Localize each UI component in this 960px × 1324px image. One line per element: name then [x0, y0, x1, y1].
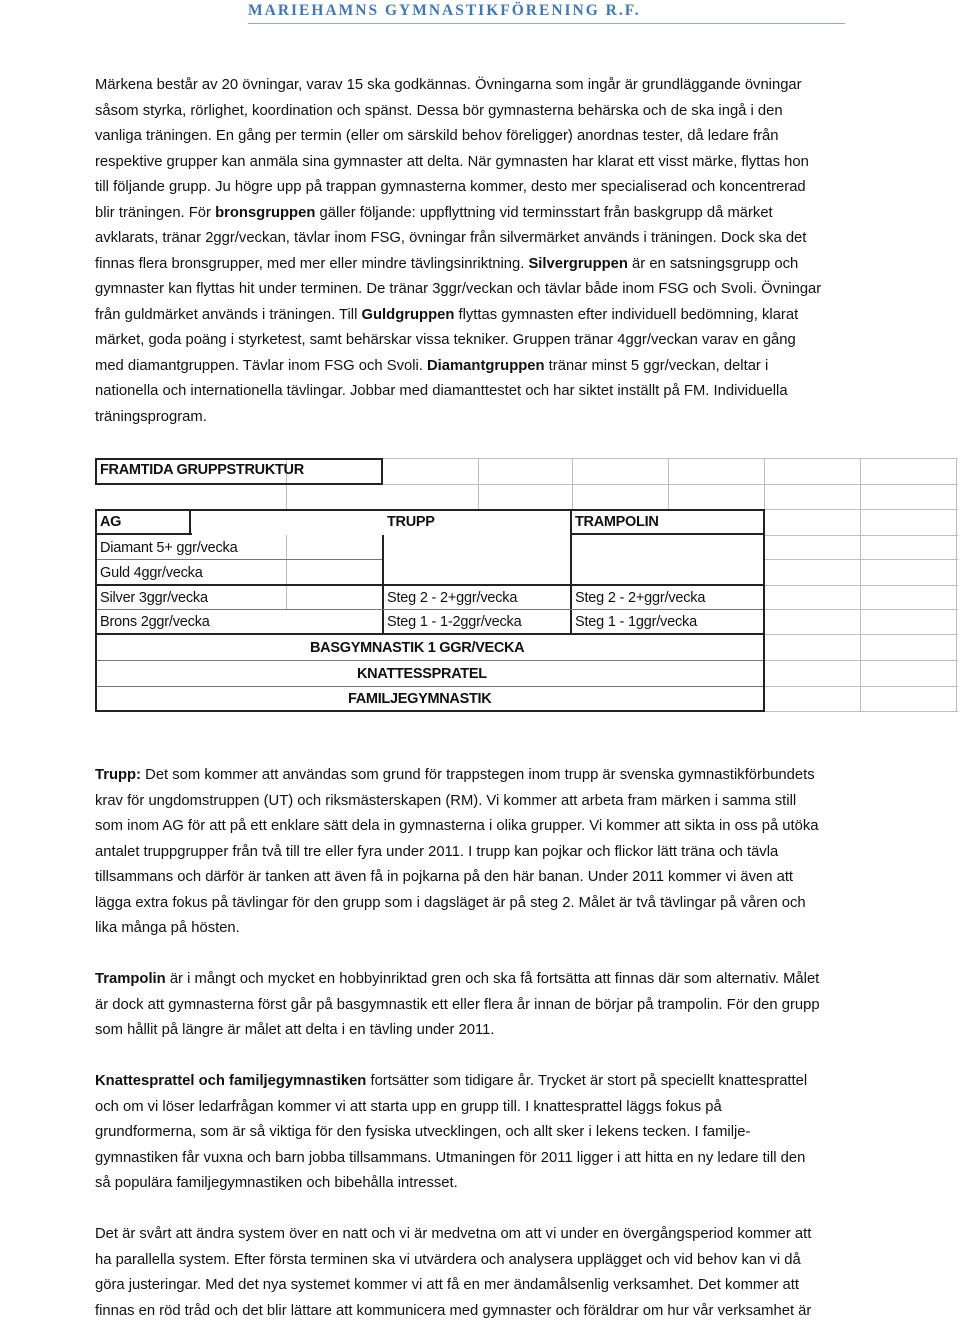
row-divider — [97, 584, 763, 586]
text-line: finnas en röd tråd och det blir lättare att kommunicera med gymnaster och föräldrar om hur vår verksamhet är — [95, 1299, 855, 1324]
text-line: och om vi löser ledarfrågan kommer vi att starta upp en grupp till. I knattesprattel läggs fokus på — [95, 1095, 855, 1121]
text-line: märket, goda poäng i styrketest, samt behärskar vissa tekniker. Gruppen tränar 4ggr/veckan varav en gång — [95, 328, 855, 354]
grid-line — [764, 634, 958, 635]
trupp-term: Trupp: — [95, 767, 141, 783]
text-line: Knattesprattel och familjegymnastiken fortsätter som tidigare år. Trycket är stort på speciellt knattesprattel — [95, 1069, 855, 1095]
column-header-trupp: TRUPP — [387, 514, 435, 530]
text-line: som inom AG för att på ett enklare sätt dela in gymnasterna i olika grupper. Vi kommer att sikta in oss på utöka — [95, 814, 855, 840]
text-line: grundformerna, som är så viktiga för den fysiska utvecklingen, och allt sker i lekens tecken. I familje- — [95, 1120, 855, 1146]
table-cell-ag: Diamant 5+ ggr/vecka — [100, 540, 237, 556]
row-divider — [97, 660, 763, 661]
table-cell-trampolin: Steg 1 - 1ggr/vecka — [575, 614, 697, 630]
text-line: tillsammans och därför är tanken att även få in pojkarna på den här banan. Under 2011 kommer vi även att — [95, 865, 855, 891]
grid-line — [764, 711, 958, 712]
closing-paragraph — [95, 1222, 855, 1324]
grid-line — [382, 458, 958, 459]
table-cell-trupp: Steg 2 - 2+ggr/vecka — [387, 590, 517, 606]
row-divider — [95, 633, 765, 635]
table-cell-trupp: Steg 1 - 1-2ggr/vecka — [387, 614, 521, 630]
text-line: ha parallella system. Efter första terminen ska vi utvärdera och analysera upplägget och vid behov kan vi då — [95, 1248, 855, 1274]
grid-line — [764, 686, 958, 687]
column-header-ag: AG — [100, 514, 121, 530]
trampolin-term: Trampolin — [95, 971, 166, 987]
text-line: så populära familjegymnastiken och bibehålla intresset. — [95, 1171, 855, 1197]
text-line: lägga extra fokus på tävlingar för den grupp som i dagsläget är på steg 2. Målet är två tävlingar på våren och — [95, 891, 855, 917]
table-cell-base: BASGYMNASTIK 1 GGR/VECKA — [310, 640, 524, 656]
text-line: lika många på hösten. — [95, 916, 855, 942]
text-line: som hållit på längre är målet att delta i en tävling under 2011. — [95, 1018, 855, 1044]
text-line: blir träningen. För bronsgruppen gäller följande: uppflyttning vid terminsstart från baskgrupp då märket — [95, 201, 855, 227]
silvergruppen-term: Silvergruppen — [528, 256, 628, 272]
grid-line — [764, 559, 958, 560]
guldgruppen-term: Guldgruppen — [362, 307, 455, 323]
text-line: till följande grupp. Ju högre upp på trappan gymnasterna kommer, desto mer specialiserad och koncentrerad — [95, 175, 855, 201]
header-title: MARIEHAMNS GYMNASTIKFÖRENING R.F. — [248, 2, 641, 20]
table-cell-ag: Silver 3ggr/vecka — [100, 590, 208, 606]
header-rule — [248, 23, 845, 24]
text-line: Märkena består av 20 övningar, varav 15 ska godkännas. Övningarna som ingår är grundläggande övningar — [95, 73, 855, 99]
text-line: avklarats, tränar 2ggr/veckan, tävlar inom FSG, övningar från silvermärket används i träningen. Dock ska det — [95, 226, 855, 252]
header-divider — [570, 533, 765, 535]
text-line: krav för ungdomstruppen (UT) och riksmästerskapen (RM). Vi kommer att arbeta fram märken i samma still — [95, 789, 855, 815]
table-cell-base: FAMILJEGYMNASTIK — [348, 691, 491, 707]
table-title: FRAMTIDA GRUPPSTRUKTUR — [100, 462, 304, 478]
text-line: antalet truppgrupper från två till tre eller fyra under 2011. I trupp kan pojkar och flickor lätt träna och tävla — [95, 840, 855, 866]
knattesprattel-term: Knattesprattel och familjegymnastiken — [95, 1073, 366, 1089]
table-cell-trampolin: Steg 2 - 2+ggr/vecka — [575, 590, 705, 606]
text-line: finnas flera bronsgrupper, med mer eller mindre tävlingsinriktning. Silvergruppen är en satsningsgrupp och — [95, 252, 855, 278]
text-line: göra justeringar. Med det nya systemet kommer vi att få en mer ändamålsenlig verksamhet. Det kommer att — [95, 1273, 855, 1299]
header-divider — [189, 509, 191, 535]
grid-line — [764, 535, 958, 536]
row-divider — [97, 609, 763, 610]
text-line: gymnaster kan flyttas hit under terminen. De tränar 3ggr/veckan och tävlar både inom FSG och Svoli. Övningar — [95, 277, 855, 303]
diamantgruppen-term: Diamantgruppen — [427, 358, 545, 374]
header-divider — [95, 533, 192, 535]
trampolin-paragraph — [95, 967, 855, 1044]
text-line: Trupp: Det som kommer att användas som grund för trappstegen inom trupp är svenska gymnastikförbundets — [95, 763, 855, 789]
intro-paragraph — [95, 73, 855, 430]
table-cell-ag: Guld 4ggr/vecka — [100, 565, 203, 581]
grid-line — [764, 660, 958, 661]
text-line: är dock att gymnasterna först går på basgymnastik ett eller flera år innan de börjar på trampolin. För den grupp — [95, 993, 855, 1019]
grid-line — [764, 609, 958, 610]
row-divider — [97, 686, 763, 687]
text-line: såsom styrka, rörlighet, koordination och spänst. Dessa bör gymnasterna behärska och de ska ingå i den — [95, 99, 855, 125]
text-line: vanliga träningen. En gång per termin (eller om särskild behov föreligger) anordnas tester, då ledare från — [95, 124, 855, 150]
row-divider — [97, 559, 382, 560]
header-divider — [570, 509, 572, 535]
grid-line — [764, 509, 958, 510]
text-line: nationella och internationella tävlingar. Jobbar med diamanttestet och har siktet inställt på FM. Individuella — [95, 379, 855, 405]
table-cell-ag: Brons 2ggr/vecka — [100, 614, 210, 630]
table-cell-base: KNATTESSPRATEL — [357, 666, 487, 682]
text-line: träningsprogram. — [95, 405, 855, 431]
text-line: Trampolin är i mångt och mycket en hobbyinriktad gren och ska få fortsätta att finnas där som alternativ. Målet — [95, 967, 855, 993]
text-line: Det är svårt att ändra system över en natt och vi är medvetna om att vi under en övergångsperiod kommer att — [95, 1222, 855, 1248]
text-line: respektive grupper kan anmäla sina gymnaster att delta. När gymnasten har klarat ett visst märke, flyttas hon — [95, 150, 855, 176]
text-line: gymnastiken får vuxna och barn jobba tillsammans. Utmaningen för 2011 ligger i att hitta en ny ledare till den — [95, 1146, 855, 1172]
text-line: från guldmärket används i träningen. Till Guldgruppen flyttas gymnasten efter individuell bedömning, klarat — [95, 303, 855, 329]
bronsgruppen-term: bronsgruppen — [215, 205, 315, 221]
knattesprattel-paragraph — [95, 1069, 855, 1197]
trupp-paragraph — [95, 763, 855, 942]
column-header-trampolin: TRAMPOLIN — [575, 514, 659, 530]
text-line: med diamantgruppen. Tävlar inom FSG och Svoli. Diamantgruppen tränar minst 5 ggr/veckan, deltar i — [95, 354, 855, 380]
